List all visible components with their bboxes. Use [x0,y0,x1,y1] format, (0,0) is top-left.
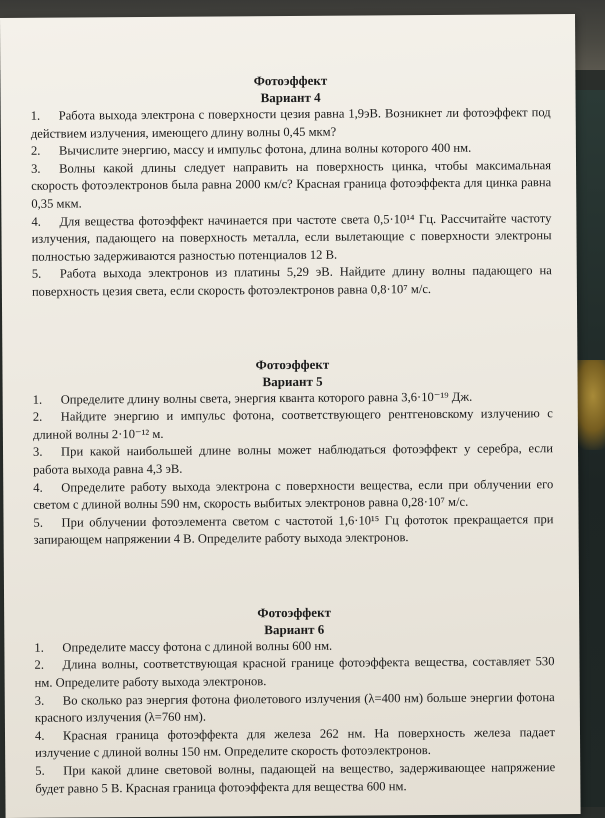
problem-number: 4. [33,480,43,495]
problem-item [32,262,552,301]
problem-item [34,654,554,693]
section-title: Фотоэффект [255,356,330,372]
problem-item [31,210,551,266]
problem-number: 1. [32,392,43,407]
problem-text: Волны какой длины следует направить на поверхность цинка, чтобы максимальная скорость фотоэлектронов была равна 2000 км/с? Красная граница фотоэффекта для цинка равна 0,35 мкм. [31,157,552,211]
problem-number: 1. [34,640,44,655]
problem-text: Определите массу фотона с длиной волны 600 нм. [62,638,333,655]
variant-heading: Вариант 4 [260,89,321,106]
problem-number: 2. [30,143,41,158]
problem-number: 2. [32,409,43,424]
problem-text: Определите длину волны света, энергия кванта которого равна 3,6·10⁻¹⁹ Дж. [60,389,473,407]
problem-number: 4. [34,728,45,743]
problem-text: При какой наибольшей длине волны может наблюдаться фотоэффект у серебра, если работа выхода равна 4,3 эВ. [33,441,554,477]
problem-item [33,476,553,515]
problem-number: 1. [30,108,41,123]
problem-number: 3. [32,445,43,460]
problem-text: При облучении фотоэлемента светом с частотой 1,6·10¹⁵ Гц фототок прекращается при запирающем напряжении 4 В. Определите работу выхода электронов. [33,511,554,548]
variant-heading: Вариант 5 [262,373,323,389]
problem-number: 5. [31,267,42,282]
problem-text: Найдите энергию и импульс фотона, соответствующего рентгеновскому излучению с длиной волны 2·10⁻¹² м. [32,406,553,442]
problem-item [35,689,555,728]
document-content [30,70,555,798]
paper-sheet [0,14,581,818]
problem-item [35,759,555,798]
problem-number: 5. [33,515,44,530]
variant-section [32,354,553,550]
problem-item [35,724,555,763]
problem-number: 5. [35,763,45,778]
problem-text: Работа выхода электронов из платины 5,29 эВ. Найдите длину волны падающего на поверхность цезия света, если скорость фотоэлектронов равна 0,8·10⁷ м/с. [31,263,552,299]
problem-text: При какой длине световой волны, падающей на вещество, задерживающее напряжение будет равно 5 В. Красная граница фотоэффекта для вещества 600 нм. [35,760,556,796]
problem-item [33,405,553,444]
variant-section [34,602,555,798]
problem-text: Красная граница фотоэффекта для железа 262 нм. На поверхность железа падает излучение с длиной волны 150 нм. Определите скорость фотоэлектронов. [35,724,556,761]
problem-number: 2. [34,658,45,673]
variant-heading: Вариант 6 [264,621,325,638]
problem-number: 4. [31,214,41,229]
problem-text: Во сколько раз энергия фотона фиолетового излучения (λ=400 нм) больше энергии фотона красного излучения (λ=760 нм). [34,689,555,726]
section-title: Фотоэффект [257,604,331,621]
variant-section [30,70,552,301]
problem-text: Для вещества фотоэффект начинается при частоте света 0,5·10¹⁴ Гц. Рассчитайте частоту излучения, падающего на поверхность металла, если вылетающие с поверхности электроны полностью задерживаются разностью потенциалов 12 В. [31,210,552,264]
problem-item [33,440,553,479]
problem-item [31,157,551,213]
problem-number: 3. [34,693,45,708]
problem-item [33,511,553,550]
problem-number: 3. [31,161,41,176]
problem-text: Вычислите энергию, массу и импульс фотона, длина волны которого 400 нм. [58,140,472,158]
problem-text: Определите работу выхода электрона с поверхности вещества, если при облучении его светом с длиной волны 590 нм, скорость выбитых электронов равна 0,28·10⁷ м/с. [33,476,554,512]
problem-item [31,104,551,143]
problem-text: Работа выхода электрона с поверхности цезия равна 1,9эВ. Возникнет ли фотоэффект под действием излучения, имеющего длину волны 0,45 мкм? [30,105,551,141]
section-title: Фотоэффект [253,72,328,89]
problem-text: Длина волны, соответствующая красной границе фотоэффекта вещества, составляет 530 нм. Определите работу выхода электронов. [34,654,555,690]
